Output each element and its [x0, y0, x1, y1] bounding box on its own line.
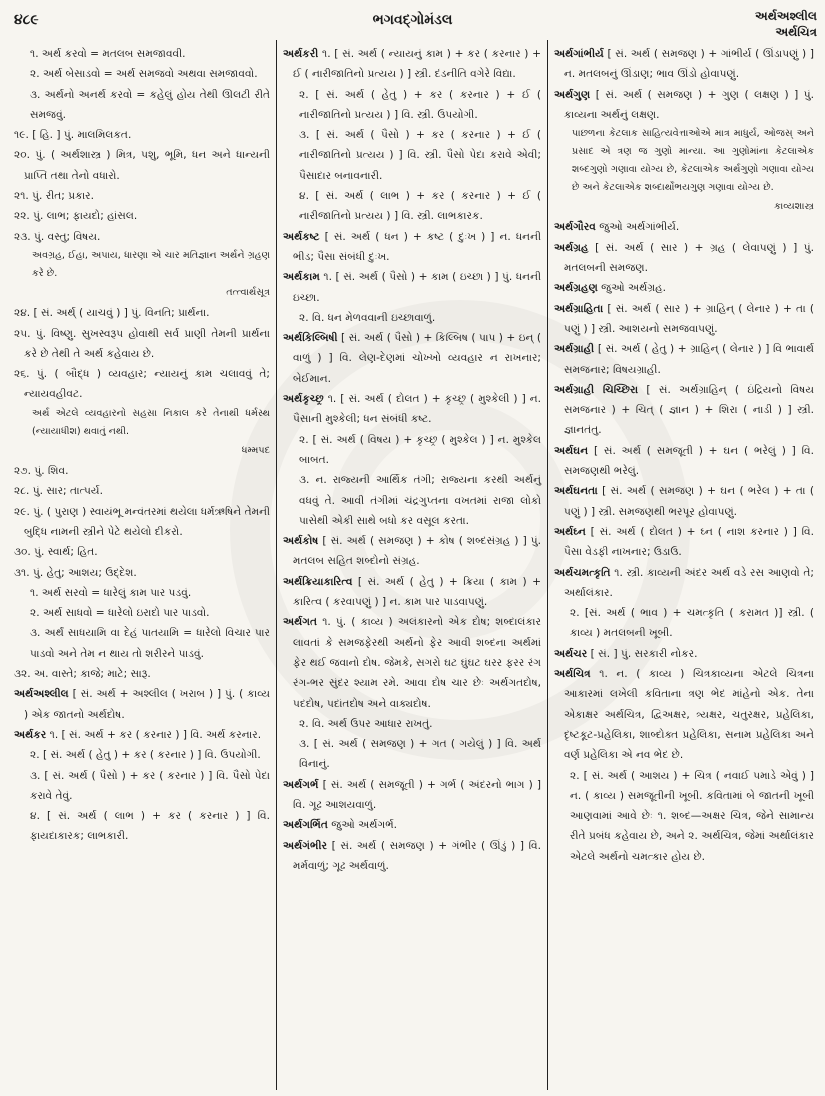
- sense-item: [14, 806, 270, 847]
- source-citation: [14, 441, 270, 461]
- quotation-note: [554, 125, 814, 197]
- definition-text: તત્ત્વાર્થસૂત્ર: [226, 286, 270, 298]
- headword: અર્થક્રિયાકારિત્વ: [283, 575, 353, 588]
- definition-text: ૩૧. પું. હેતુ; આશય; ઉદ્દેશ.: [14, 566, 137, 579]
- guide-word-first: અર્થઅશ્લીલ: [755, 9, 817, 23]
- quotation-note: [14, 405, 270, 441]
- headword: અર્થગ્રહ: [554, 241, 589, 254]
- dictionary-entry: [283, 775, 541, 816]
- definition-text: ૨. વિ. અર્થ ઉપર આધાર રાખતું.: [299, 717, 433, 730]
- sense-item: [283, 125, 541, 186]
- sense-item: [283, 470, 541, 531]
- sense-item: [14, 481, 270, 501]
- headword: અર્થગ્રાહી ચિચ્છિરા: [554, 383, 639, 396]
- headword: અર્થગંભીર: [283, 839, 328, 852]
- dictionary-entry: [554, 44, 814, 85]
- headword: અર્થગ્રહણ: [554, 282, 598, 295]
- running-title: ભગવદ્ગોમંડલ: [372, 12, 453, 28]
- headword: અર્થગૌરવ: [554, 221, 596, 234]
- definition-text: ૧. [ સં. અર્થ ( દોલત ) + કૃચ્છ્ર ( મુશ્કેલી ) ] ન. પૈસાની મુશ્કેલી; ધન સંબંધી કષ્ટ.: [293, 393, 541, 426]
- definition-text: ૨. [સં. અર્થ ( ભાવ ) + ચમત્કૃતિ ( કરામત )] સ્ત્રી. ( કાવ્ય ) મતલબની ખૂબી.: [570, 607, 814, 640]
- headword: અર્થઘ્ન: [554, 525, 586, 538]
- definition-text: ૧. અર્થ સરવો = ધારેલું કામ પાર પડવું.: [30, 586, 192, 599]
- headword: અર્થગર્ભિત: [283, 819, 328, 832]
- definition-text: [ સં. અર્થ ( સમજણ ) + કોષ ( શબ્દસંગ્રહ ) ] પું. મતલબ સહિત શબ્દોનો સંગ્રહ.: [293, 535, 541, 568]
- definition-text: ૧. ન. ( કાવ્ય ) ચિત્રકાવ્યના એટલે ચિત્રના આકારમાં લખેલી કવિતાના ત્રણ ભેદ માંહેનો એક. તેના એકાક્ષર અર્થચિત્ર, દ્વિઅક્ષર, ત્ર્યક્ષર, ચતુરક્ષર, પ્રહેલિકા, દૃષ્ટકૂટ-પ્રહેલિકા, શાબ્દોક્ત પ્રહેલિકા, સનામ પ્રહેલિકા અને વર્ણ પ્રહેલિકા એ નવ ભેદ છે.: [564, 668, 814, 762]
- definition-text: ૨. અર્થ બેસાડવો = અર્થ સમજવો અથવા સમજાવવો.: [30, 68, 258, 81]
- dictionary-entry: [554, 441, 814, 482]
- dictionary-entry: [283, 389, 541, 430]
- definition-text: [ સં. અર્થ ( સમજૂતી ) + ગર્ભ ( અંદરનો ભાગ ) ] વિ. ગૂઢ આશયવાળું.: [293, 778, 541, 811]
- definition-text: [ સં. અર્થ ( સમજણ ) + ગુણ ( લક્ષણ ) ] પું. કાવ્યના અર્થનું લક્ષણ.: [564, 88, 814, 121]
- sense-item: [14, 85, 270, 126]
- definition-text: ધમ્મપદ: [241, 444, 270, 456]
- headword: અર્થઅશ્લીલ: [14, 688, 69, 701]
- headword: અર્થકરી: [283, 48, 319, 60]
- source-citation: [14, 283, 270, 303]
- definition-text: [ સં. અર્થ ( હેતુ ) + ક્રિયા ( કામ ) + કારિત્વ ( કરવાપણું ) ] ન. કામ પાર પાડવાપણું.: [293, 575, 541, 609]
- definition-text: ૩. અર્થનો અનર્થ કરવો = કહેલું હોય તેથી ઊલટી રીતે સમજવું.: [30, 88, 270, 121]
- headword: અર્થગ્રાહી: [554, 343, 595, 356]
- sense-item: [14, 542, 270, 562]
- dictionary-entry: [554, 664, 814, 765]
- definition-text: ૨. અર્થ સાધવો = ધારેલો ઇરાદો પાર પાડવો.: [30, 607, 210, 620]
- sense-item: [554, 603, 814, 644]
- quotation-note: [14, 247, 270, 283]
- definition-text: ૨૭. પું. શિવ.: [14, 465, 69, 478]
- column-2: [277, 40, 548, 1090]
- headword: અર્થગત: [283, 616, 318, 629]
- definition-text: [ સં. અર્થ ( દોલત ) + ઘ્ન ( નાશ કરનાર ) ] વિ. પૈસા વેડફી નાખનાર; ઉડાઉ.: [564, 525, 814, 559]
- definition-text: ૨૧. પું. રીત; પ્રકાર.: [14, 190, 95, 203]
- sense-item: [283, 308, 541, 328]
- sense-item: [14, 623, 270, 664]
- dictionary-entry: [554, 217, 814, 237]
- definition-text: ૨૦. પું. ( અર્થશાસ્ત્ર ) મિત્ર, પશુ, ભૂમિ, ધન અને ધાન્યની પ્રાપ્તિ તથા તેનો વધારો.: [14, 149, 270, 182]
- definition-text: ૩૨. અ. વાસ્તે; કાજે; માટે; સારૂ.: [14, 668, 151, 681]
- definition-text: ૨૬. પું. ( બૌદ્ધ ) વ્યવહાર; ન્યાયનું કામ ચલાવવું તે; ન્યાયવહીવટ.: [14, 368, 270, 401]
- definition-text: અર્થ એટલે વ્યવહારનો સહસા નિકાલ કરે તેનાથી ધર્મસ્થ (ન્યાયાધીશ) થવાતું નથી.: [32, 407, 270, 437]
- sense-item: [14, 303, 270, 323]
- sense-item: [14, 583, 270, 603]
- definition-text: [ સં. અર્થ ( સમજણ ) + ઘન ( ભરેલ ) + તા ( પણું ) ] સ્ત્રી. સમજણથી ભરપૂર હોવાપણું.: [564, 485, 814, 518]
- definition-text: ૧. [ સં. અર્થ + કર ( કરનાર ) ] વિ. અર્થ કરનાર.: [46, 728, 262, 741]
- headword: અર્થગુણ: [554, 88, 591, 101]
- sense-item: [554, 766, 814, 867]
- headword: અર્થકિલ્બિષી: [283, 332, 338, 345]
- sense-item: [14, 145, 270, 186]
- definition-text: જુઓ અર્થગાંભીર્ય.: [595, 221, 680, 234]
- sense-item: [283, 85, 541, 126]
- definition-text: ૪. [ સં. અર્થ ( લાભ ) + કર ( કરનાર ) + ઈ ( નારીજાતિનો પ્રત્યય ) ] વિ. સ્ત્રી. લાભકારક.: [299, 190, 541, 223]
- guide-word-last: અર્થચિત્ર: [775, 25, 817, 39]
- definition-text: ૩૦. પું. સ્વાર્થ; હિત.: [14, 546, 98, 559]
- sense-item: [14, 125, 270, 145]
- definition-text: [ સં. અર્થ + અશ્લીલ ( ખરાબ ) ] પું. ( કાવ્ય ) એક જાતનો અર્થદોષ.: [24, 688, 270, 721]
- dictionary-entry: [554, 644, 814, 664]
- definition-text: [ સં. અર્થ ( સમજૂતી ) + ઘન ( ભરેલું ) ] વિ. સમજણથી ભરેલું.: [564, 444, 814, 478]
- definition-text: કાવ્યશાસ્ત્ર: [774, 201, 814, 213]
- headword: અર્થકષ્ટ: [283, 230, 320, 243]
- definition-text: [ સં. ] પું. સરકારી નોકર.: [587, 647, 698, 660]
- definition-text: ૨૯. પું. ( પુરાણ ) સ્વાયંભૂ મન્વંતરમાં થયેલા ધર્મઋષિને તેમની બુદ્ધિ નામની સ્ત્રીને પેટે થયેલો દીકરો.: [14, 505, 270, 538]
- guide-words: [755, 8, 817, 40]
- definition-text: ૨૩. પું. વસ્તુ; વિષય.: [14, 230, 101, 243]
- dictionary-entry: [554, 85, 814, 126]
- headword: અર્થગાંભીર્ય: [554, 48, 604, 60]
- definition-text: ૨. [ સં. અર્થ ( હેતુ ) + કર ( કરનાર ) ] વિ. ઉપયોગી.: [30, 749, 261, 762]
- definition-text: ૧૯. [ હિ. ] પું. માલમિલકત.: [14, 129, 132, 142]
- sense-item: [283, 430, 541, 471]
- definition-text: ૧. [ સં. અર્થ ( ન્યાયનું કામ ) + કર ( કરનાર ) + ઈ ( નારીજાતિનો પ્રત્યય ) ] સ્ત્રી. દંડનીતિ વગેરે વિદ્યા.: [293, 48, 541, 81]
- dictionary-entry: [554, 339, 814, 380]
- dictionary-entry: [283, 227, 541, 268]
- definition-text: ૨૪. [ સં. અર્થ્ ( યાચવું ) ] પું. વિનતિ; પ્રાર્થના.: [14, 307, 210, 320]
- sense-item: [14, 461, 270, 481]
- page-header: [0, 0, 825, 40]
- definition-text: જુઓ અર્થગ્રહ.: [597, 282, 666, 295]
- definition-text: [ સં. અર્થગ્રાહિન્ ( ઇંદ્રિયનો વિષય સમજનાર ) + ચિત્ ( જ્ઞાન ) + શિરા ( નાડી ) ] સ્ત્રી. જ્ઞાનતંતુ.: [564, 383, 814, 437]
- sense-item: [14, 766, 270, 807]
- definition-text: ૧. [ સં. અર્થ ( પૈસો ) + કામ ( ઇચ્છા ) ] પું. ધનની ઇચ્છા.: [293, 271, 541, 304]
- column-3: [548, 40, 820, 1090]
- definition-text: [ સં. અર્થ ( પૈસો ) + કિલ્બિષ ( પાપ ) + ઇન્ ( વાળું ) ] વિ. લેણ-દેણમાં ચોખ્ખો વ્યવહાર ન રાખનાર; બેઈમાન.: [293, 332, 541, 385]
- definition-text: ૨૨. પું. લાભ; ફાયદો; હાંસલ.: [14, 210, 138, 223]
- dictionary-entry: [554, 278, 814, 298]
- headword: અર્થકામ: [283, 271, 320, 284]
- dictionary-entry: [283, 44, 541, 85]
- headword: અર્થકોષ: [283, 535, 319, 548]
- definition-text: [ સં. અર્થ ( સમજણ ) + ગંભીર ( ઊંડું ) ] વિ. મર્મવાળું; ગૂઢ અર્થવાળું.: [293, 839, 541, 872]
- sense-item: [14, 186, 270, 206]
- sense-item: [14, 664, 270, 684]
- headword: અર્થચમત્કૃતિ: [554, 566, 611, 579]
- dictionary-entry: [554, 238, 814, 279]
- definition-text: ૨. [ સં. અર્થ ( હેતુ ) + કર ( કરનાર ) + ઈ ( નારીજાતિનો પ્રત્યય ) ] વિ. સ્ત્રી. ઉપયોગી.: [299, 88, 541, 121]
- sense-item: [14, 745, 270, 765]
- headword: અર્થગર્ભ: [283, 778, 319, 791]
- sense-item: [14, 44, 270, 64]
- dictionary-entry: [283, 572, 541, 613]
- definition-text: ૧. પું. ( કાવ્ય ) અલંકારનો એક દોષ; શબ્દાલંકાર લાવતાં કે સમજફેરથી અર્થનો ફેર આવી શબ્દના અર્થમાં ફેર થઈ જવાનો દોષ. જેમકે, સગરો ઘટ ઘુંઘટ ઘરર ફરર રંગ રંગ-ભર સુંદર શ્યામ રમે. આવા દોષ ચાર છેઃ અર્થગતદોષ, પદદોષ, પદાંતદોષ અને વાક્યદોષ.: [293, 616, 541, 710]
- dictionary-entry: [283, 612, 541, 713]
- definition-text: [ સં. અર્થ ( ધન ) + કષ્ટ ( દુઃખ ) ] ન. ધનની ભીડ; પૈસા સંબંધી દુઃખ.: [293, 230, 541, 263]
- headword: અર્થકર: [14, 728, 47, 741]
- definition-text: ૩. [ સં. અર્થ ( સમજણ ) + ગત ( ગયેલું ) ] વિ. અર્થ વિનાનું.: [299, 738, 541, 771]
- dictionary-entry: [554, 522, 814, 563]
- dictionary-entry: [283, 836, 541, 877]
- dictionary-entry: [283, 328, 541, 389]
- definition-text: ૨. [ સં. અર્થ ( વિષય ) + કૃચ્છ્ર ( મુશ્કેલ ) ] ન. મુશ્કેલ બાબત.: [299, 433, 541, 466]
- sense-item: [14, 324, 270, 365]
- headword: અર્થગ્રાહિતા: [554, 302, 604, 315]
- sense-item: [14, 364, 270, 405]
- definition-text: ૨. વિ. ધન મેળવવાની ઇચ્છાવાળું.: [299, 311, 436, 324]
- sense-item: [283, 714, 541, 734]
- dictionary-entry: [554, 380, 814, 441]
- definition-text: [ સં. અર્થ ( સાર ) + ગ્રાહિન્ ( લેનાર ) + તા ( પણું ) ] સ્ત્રી. આશયનો સમજવાપણું.: [564, 302, 814, 335]
- definition-text: ૧. સ્ત્રી. કાવ્યની અંદર અર્થ વડે રસ આણવો તે; અર્થાલંકાર.: [564, 566, 814, 599]
- dictionary-entry: [14, 725, 270, 745]
- definition-text: ૩. [ સં. અર્થ ( પૈસો ) + કર ( કરનાર ) ] વિ. પૈસો પેદા કરાવે તેવું.: [30, 769, 270, 802]
- dictionary-entry: [14, 684, 270, 725]
- sense-item: [14, 603, 270, 623]
- dictionary-entry: [283, 531, 541, 572]
- sense-item: [14, 502, 270, 543]
- definition-text: ૨૫. પું. વિષ્ણુ. સુખસ્વરૂપ હોવાથી સર્વ પ્રાણી તેમની પ્રાર્થના કરે છે તેથી તે અર્થ કહેવાય છે.: [14, 327, 270, 360]
- source-citation: [554, 197, 814, 217]
- definition-text: ૩. અર્થં સાધયામિ વા દેહં પાતયામિ = ધારેલો વિચાર પાર પાડવો અને તેમ ન થાય તો શરીરને પાડવું.: [30, 627, 270, 660]
- sense-item: [14, 227, 270, 247]
- definition-text: ૩. ન. રાજ્યની આર્થિક તંગી; રાજ્યના કરથી અર્થનું વધવું તે. આવી તંગીમાં ચંદ્રગુપ્તના વખતમાં રાજા લોકો પાસેથી એકી સાથે બધો કર વસૂલ કરતા.: [299, 474, 541, 527]
- dictionary-entry: [554, 299, 814, 340]
- definition-text: પાછળના કેટલાક સાહિત્યવેત્તાઓએ માત્ર માધુર્ય, ઓજસ્ અને પ્રસાદ એ ત્રણ જ ગુણો માન્યા. આ ગુણોમાંના કેટલાએક શબ્દગુણો ગણાવા યોગ્ય છે, કેટલાએક અર્થગુણો ગણાવા યોગ્ય છે અને કેટલાએક શબ્દાર્થોભયગુણ ગણાવા યોગ્ય છે.: [572, 128, 814, 194]
- sense-item: [14, 64, 270, 84]
- definition-text: જુઓ અર્થગર્ભ.: [327, 819, 398, 832]
- sense-item: [14, 563, 270, 583]
- page-number: ૪૮૯: [14, 12, 39, 28]
- headword: અર્થચર: [554, 647, 588, 660]
- sense-item: [283, 734, 541, 775]
- definition-text: ૪. [ સં. અર્થ ( લાભ ) + કર ( કરનાર ) ] વિ. ફાયદાકારક; લાભકારી.: [30, 810, 270, 843]
- dictionary-entry: [554, 563, 814, 604]
- dictionary-entry: [554, 481, 814, 522]
- dictionary-columns: [8, 40, 820, 1090]
- definition-text: [ સં. અર્થ ( સાર ) + ગ્રહ ( લેવાપણું ) ] પું. મતલબની સમજણ.: [564, 241, 814, 275]
- definition-text: અવગ્રહ, ઈહા, અપાય, ધારણા એ ચાર મતિજ્ઞાન અર્થને ગ્રહણ કરે છે.: [32, 249, 270, 279]
- dictionary-entry: [283, 815, 541, 835]
- definition-text: [ સં. અર્થ ( હેતુ ) + ગ્રાહિન્ ( લેનાર ) ] વિ ભાવાર્થ સમજનાર; વિષયગ્રાહી.: [564, 343, 814, 376]
- headword: અર્થકૃચ્છ્ર: [283, 393, 324, 406]
- headword: અર્થઘન: [554, 444, 589, 457]
- definition-text: ૩. [ સં. અર્થ ( પૈસો ) + કર ( કરનાર ) + ઈ ( નારીજાતિનો પ્રત્યય ) ] વિ. સ્ત્રી. પૈસો પેદા કરાવે એવી; પૈસાદાર બનાવનારી.: [299, 129, 541, 182]
- definition-text: ૨૮. પું. સાર; તાત્પર્ય.: [14, 485, 103, 498]
- headword: અર્થચિત્ર: [554, 668, 591, 681]
- definition-text: ૧. અર્થ કરવો = મતલબ સમજાવવી.: [30, 48, 186, 60]
- sense-item: [14, 206, 270, 226]
- headword: અર્થઘનતા: [554, 485, 598, 498]
- dictionary-entry: [283, 267, 541, 308]
- definition-text: [ સં. અર્થ ( સમજણ ) + ગાંભીર્ય ( ઊંડાપણું ) ] ન. મતલબનું ઊંડાણ; ભાવ ઊંડો હોવાપણું.: [564, 48, 814, 81]
- definition-text: ૨. [ સં. અર્થ ( આશય ) + ચિત્ર ( નવાઈ પમાડે એવું ) ] ન. ( કાવ્ય ) સમજૂતીની ખૂબી. કવિતામાં બે જાતની ખૂબી આણવામાં આવે છેઃ ૧. શબ્દ—અક્ષર ચિત્ર, જેને સામાન્ય રીતે પ્રબંધ કહેવાય છે, અને ૨. અર્થચિત્ર, જેમાં અર્થાલંકાર એટલે અર્થનો ચમત્કાર હોય છે.: [570, 769, 814, 863]
- sense-item: [283, 186, 541, 227]
- column-1: [8, 40, 277, 1090]
